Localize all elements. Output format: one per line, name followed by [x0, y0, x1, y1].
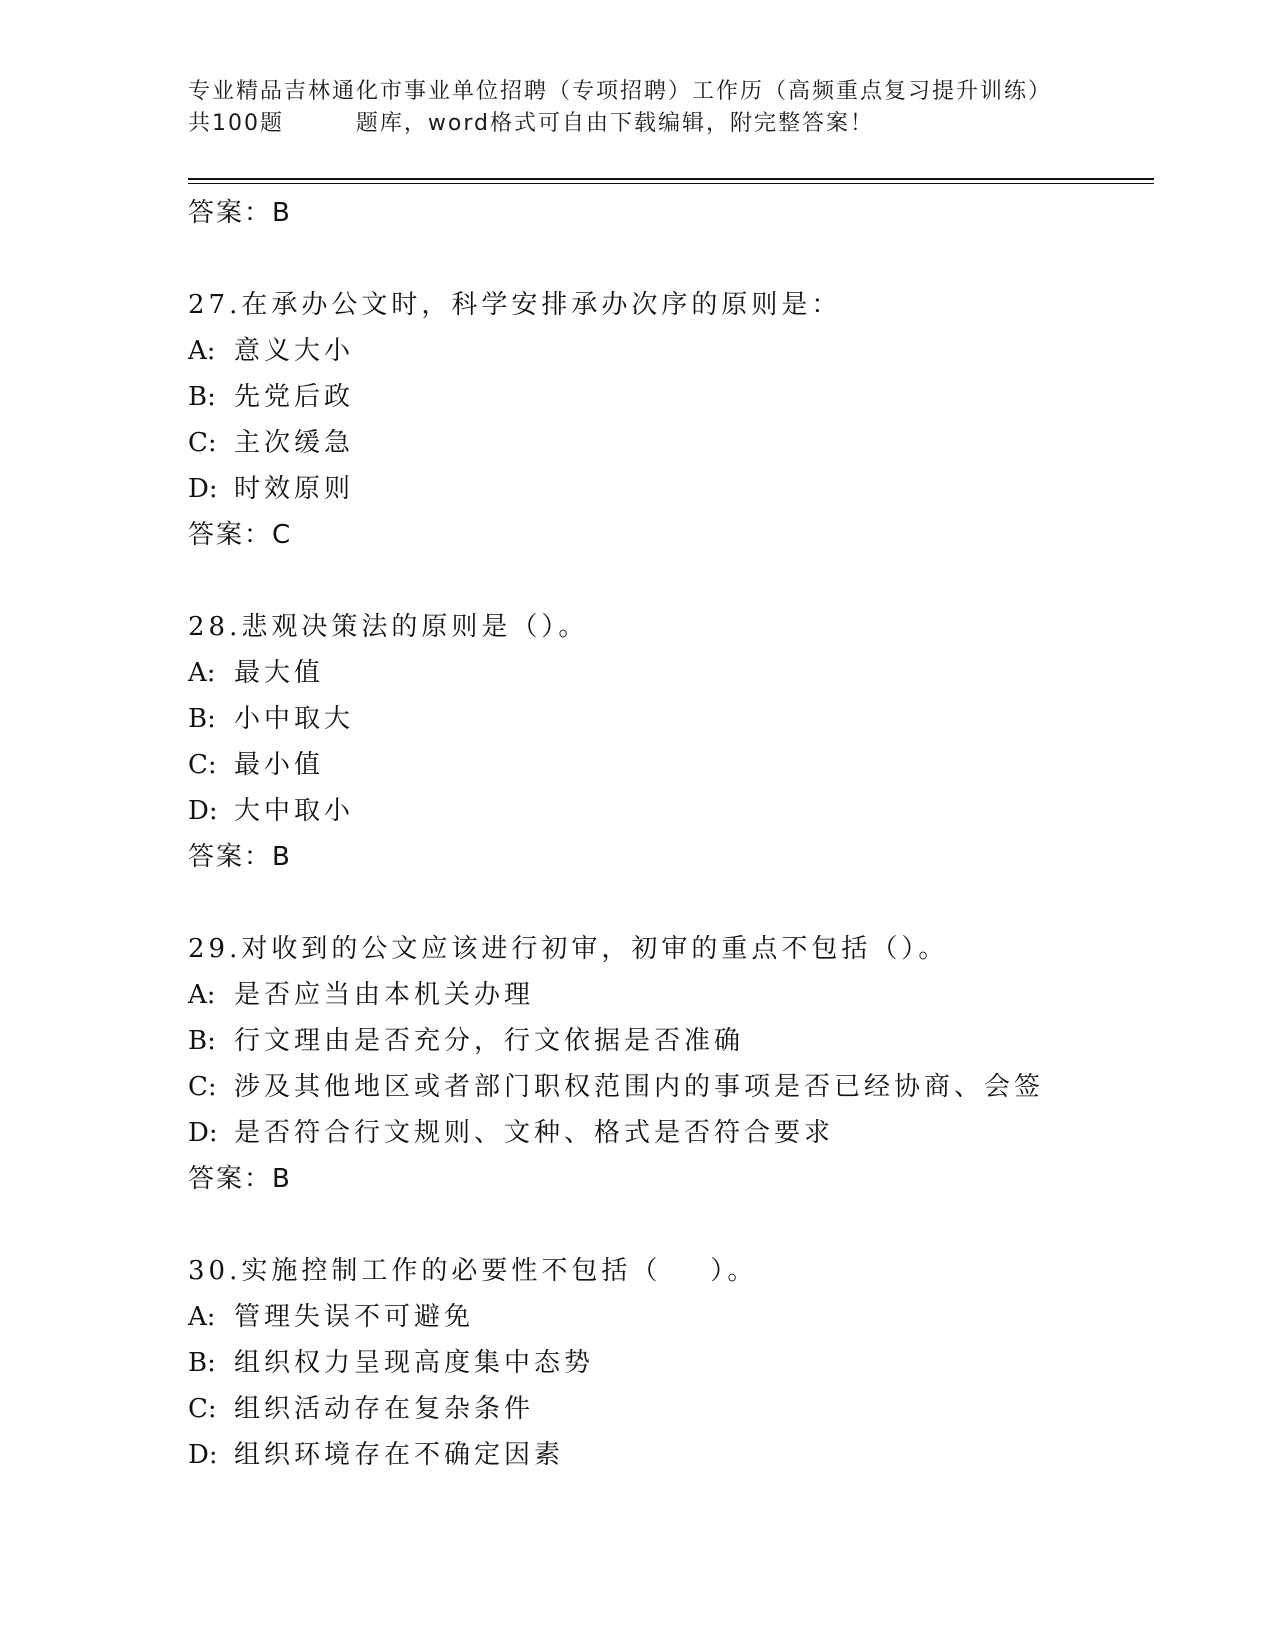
option-key: B:	[188, 1026, 216, 1056]
option-key: A:	[188, 658, 216, 688]
option-c	[188, 1064, 1188, 1110]
question-stem: 27.在承办公文时，科学安排承办次序的原则是：	[188, 290, 842, 320]
option-text: 行文理由是否充分，行文依据是否准确	[234, 1026, 745, 1056]
option-d	[188, 466, 1188, 512]
option-c	[188, 1386, 1188, 1432]
header-divider-thin	[188, 183, 1154, 184]
option-c	[188, 742, 1188, 788]
spacer	[188, 558, 1188, 604]
option-text: 组织权力呈现高度集中态势	[234, 1348, 595, 1378]
option-text: 主次缓急	[234, 428, 355, 458]
header-divider-thick	[188, 178, 1154, 180]
option-b	[188, 1340, 1188, 1386]
option-a	[188, 328, 1188, 374]
option-d	[188, 788, 1188, 834]
spacer	[188, 236, 1188, 282]
question-stem: 28.悲观决策法的原则是（）。	[188, 612, 589, 642]
option-key: B:	[188, 704, 216, 734]
option-key: D:	[188, 1440, 218, 1470]
option-key: D:	[188, 1118, 218, 1148]
option-key: D:	[188, 474, 218, 504]
option-key: C:	[188, 1072, 217, 1102]
answer-line: 答案：B	[188, 198, 292, 228]
header-title-line1: 专业精品吉林通化市事业单位招聘（专项招聘）工作历（高频重点复习提升训练）	[188, 79, 1053, 104]
option-text: 涉及其他地区或者部门职权范围内的事项是否已经协商、会签	[234, 1072, 1045, 1102]
option-b	[188, 1018, 1188, 1064]
answer-line: 答案：B	[188, 842, 292, 872]
spacer	[188, 880, 1188, 926]
option-text: 小中取大	[234, 704, 355, 734]
option-key: C:	[188, 428, 217, 458]
option-text: 意义大小	[234, 336, 355, 366]
option-text: 是否符合行文规则、文种、格式是否符合要求	[234, 1118, 835, 1148]
option-text: 组织环境存在不确定因素	[234, 1440, 565, 1470]
option-text: 大中取小	[234, 796, 355, 826]
option-b	[188, 696, 1188, 742]
question-block	[188, 926, 1188, 1202]
option-text: 管理失误不可避免	[234, 1302, 475, 1332]
option-key: B:	[188, 1348, 216, 1378]
option-b	[188, 374, 1188, 420]
option-key: C:	[188, 750, 217, 780]
option-text: 先党后政	[234, 382, 355, 412]
option-a	[188, 1294, 1188, 1340]
header-title-line2: 共100题 题库，word格式可自由下载编辑，附完整答案！	[188, 111, 875, 136]
option-key: C:	[188, 1394, 217, 1424]
option-d	[188, 1432, 1188, 1478]
answer-line: 答案：C	[188, 520, 293, 550]
option-c	[188, 420, 1188, 466]
option-key: A:	[188, 980, 216, 1010]
question-block	[188, 282, 1188, 558]
option-text: 是否应当由本机关办理	[234, 980, 535, 1010]
option-text: 时效原则	[234, 474, 355, 504]
option-a	[188, 650, 1188, 696]
document-header	[188, 76, 1088, 140]
question-block	[188, 1248, 1188, 1478]
option-key: D:	[188, 796, 218, 826]
option-d	[188, 1110, 1188, 1156]
answer-line: 答案：B	[188, 1164, 292, 1194]
option-a	[188, 972, 1188, 1018]
question-list	[188, 190, 1188, 1478]
spacer	[188, 1202, 1188, 1248]
option-text: 最大值	[234, 658, 325, 688]
question-stem: 29.对收到的公文应该进行初审，初审的重点不包括（）。	[188, 934, 949, 964]
question-stem: 30.实施控制工作的必要性不包括（ ）。	[188, 1256, 758, 1286]
option-text: 最小值	[234, 750, 325, 780]
option-text: 组织活动存在复杂条件	[234, 1394, 535, 1424]
option-key: B:	[188, 382, 216, 412]
option-key: A:	[188, 1302, 216, 1332]
option-key: A:	[188, 336, 216, 366]
question-block	[188, 604, 1188, 880]
